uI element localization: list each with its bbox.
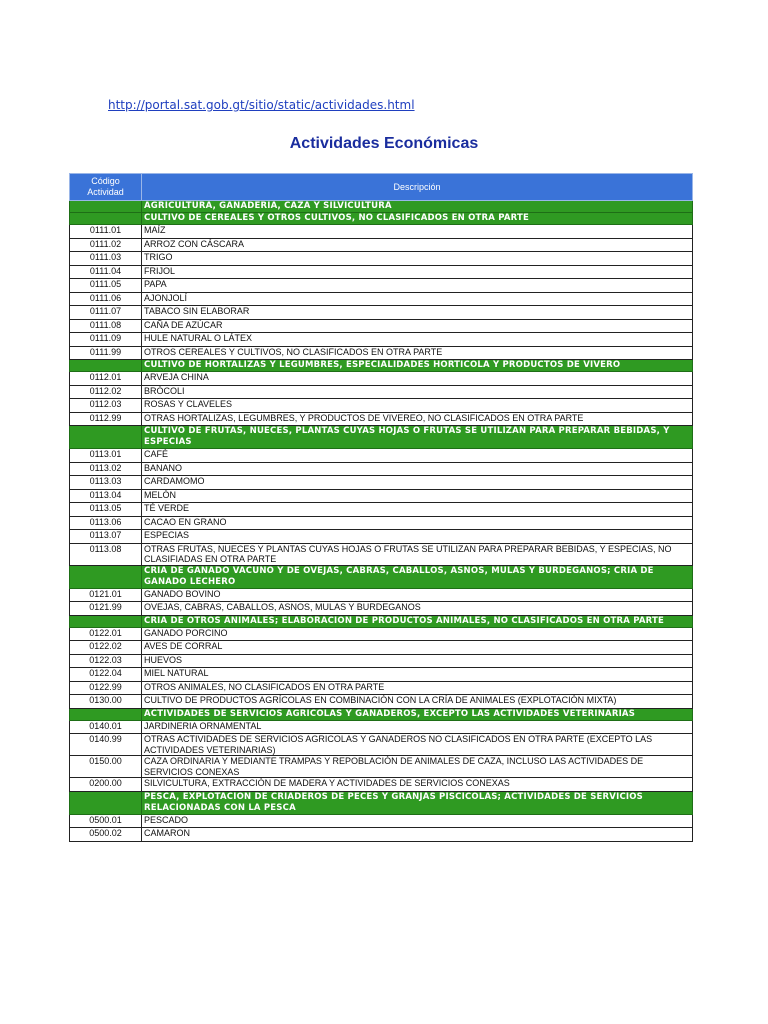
section-title-cell: CULTIVO DE FRUTAS, NUECES, PLANTAS CUYAS HOJAS O FRUTAS SE UTILIZAN PARA PREPARAR BEBIDAS, Y ESPECIAS bbox=[142, 426, 693, 449]
section-row bbox=[70, 708, 693, 720]
description-cell: GANADO BOVINO bbox=[142, 588, 693, 602]
description-cell: OTRAS FRUTAS, NUECES Y PLANTAS CUYAS HOJAS O FRUTAS SE UTILIZAN PARA PREPARAR BEBIDAS, Y ESPECIAS, NO CLASIFIADAS EN OTRA PARTE bbox=[142, 543, 693, 565]
code-cell: 0111.04 bbox=[70, 265, 142, 279]
description-cell: FRIJOL bbox=[142, 265, 693, 279]
section-row bbox=[70, 201, 693, 213]
code-cell: 0122.01 bbox=[70, 627, 142, 641]
table-row bbox=[70, 503, 693, 517]
section-code-cell bbox=[70, 791, 142, 814]
code-cell: 0112.99 bbox=[70, 412, 142, 426]
section-code-cell bbox=[70, 426, 142, 449]
section-title-cell: CRÍA DE OTROS ANIMALES; ELABORACIÓN DE PRODUCTOS ANIMALES, NO CLASIFICADOS EN OTRA PARTE bbox=[142, 615, 693, 627]
table-row bbox=[70, 695, 693, 709]
table-row bbox=[70, 412, 693, 426]
section-row bbox=[70, 565, 693, 588]
description-cell: HUEVOS bbox=[142, 654, 693, 668]
code-cell: 0113.08 bbox=[70, 543, 142, 565]
table-row bbox=[70, 319, 693, 333]
table-row bbox=[70, 530, 693, 544]
description-cell: MIEL NATURAL bbox=[142, 668, 693, 682]
description-cell: CAFÉ bbox=[142, 449, 693, 463]
code-cell: 0112.01 bbox=[70, 372, 142, 386]
table-row bbox=[70, 828, 693, 842]
table-row bbox=[70, 654, 693, 668]
code-cell: 0500.01 bbox=[70, 814, 142, 828]
description-cell: TABACO SIN ELABORAR bbox=[142, 306, 693, 320]
table-row bbox=[70, 238, 693, 252]
code-cell: 0113.07 bbox=[70, 530, 142, 544]
description-cell: HULE NATURAL O LÁTEX bbox=[142, 333, 693, 347]
table-row bbox=[70, 385, 693, 399]
description-column-header: Descripción bbox=[142, 174, 693, 201]
description-cell: MAÍZ bbox=[142, 225, 693, 239]
section-row bbox=[70, 213, 693, 225]
code-cell: 0122.03 bbox=[70, 654, 142, 668]
table-row bbox=[70, 333, 693, 347]
description-cell: CARDAMOMO bbox=[142, 476, 693, 490]
source-link[interactable]: http://portal.sat.gob.gt/sitio/static/actividades.html bbox=[108, 98, 415, 112]
description-cell: OTROS ANIMALES, NO CLASIFICADOS EN OTRA PARTE bbox=[142, 681, 693, 695]
section-row bbox=[70, 426, 693, 449]
code-cell: 0112.02 bbox=[70, 385, 142, 399]
description-cell: BRÓCOLI bbox=[142, 385, 693, 399]
table-row bbox=[70, 306, 693, 320]
section-row bbox=[70, 791, 693, 814]
code-cell: 0130.00 bbox=[70, 695, 142, 709]
description-cell: MELÓN bbox=[142, 489, 693, 503]
description-cell: JARDINERIA ORNAMENTAL bbox=[142, 720, 693, 734]
description-cell: PAPA bbox=[142, 279, 693, 293]
table-header-row bbox=[70, 174, 693, 201]
table-row bbox=[70, 279, 693, 293]
code-cell: 0113.05 bbox=[70, 503, 142, 517]
description-cell: BANANO bbox=[142, 462, 693, 476]
code-column-header bbox=[70, 174, 142, 201]
description-cell: CAÑA DE AZÚCAR bbox=[142, 319, 693, 333]
table-row bbox=[70, 734, 693, 756]
description-cell: CACAO EN GRANO bbox=[142, 516, 693, 530]
description-cell: OTRAS HORTALIZAS, LEGUMBRES, Y PRODUCTOS DE VIVEREO, NO CLASIFICADOS EN OTRA PARTE bbox=[142, 412, 693, 426]
code-cell: 0150.00 bbox=[70, 756, 142, 778]
code-cell: 0122.99 bbox=[70, 681, 142, 695]
code-cell: 0111.09 bbox=[70, 333, 142, 347]
table-row bbox=[70, 720, 693, 734]
description-cell: OTROS CEREALES Y CULTIVOS, NO CLASIFICADOS EN OTRA PARTE bbox=[142, 346, 693, 360]
section-title-cell: PESCA, EXPLOTACIÓN DE CRIADEROS DE PECES Y GRANJAS PISCÍCOLAS; ACTIVIDADES DE SERVICIOS RELACIONADAS CON LA PESCA bbox=[142, 791, 693, 814]
table-row bbox=[70, 346, 693, 360]
section-code-cell bbox=[70, 565, 142, 588]
code-cell: 0113.06 bbox=[70, 516, 142, 530]
table-row bbox=[70, 265, 693, 279]
description-cell: TÉ VERDE bbox=[142, 503, 693, 517]
description-cell: AJONJOLÍ bbox=[142, 292, 693, 306]
code-cell: 0140.01 bbox=[70, 720, 142, 734]
code-cell: 0113.04 bbox=[70, 489, 142, 503]
table-row bbox=[70, 399, 693, 413]
description-cell: ROSAS Y CLAVELES bbox=[142, 399, 693, 413]
section-code-cell bbox=[70, 615, 142, 627]
code-cell: 0113.03 bbox=[70, 476, 142, 490]
description-cell: OVEJAS, CABRAS, CABALLOS, ASNOS, MULAS Y BURDEGANOS bbox=[142, 602, 693, 616]
description-cell: CAZA ORDINARIA Y MEDIANTE TRAMPAS Y REPOBLACIÓN DE ANIMALES DE CAZA, INCLUSO LAS ACTIVIDADES DE SERVICIOS CONEXAS bbox=[142, 756, 693, 778]
code-cell: 0140.99 bbox=[70, 734, 142, 756]
table-row bbox=[70, 292, 693, 306]
description-cell: CULTIVO DE PRODUCTOS AGRÍCOLAS EN COMBINACIÓN CON LA CRÍA DE ANIMALES (EXPLOTACIÓN MIXTA) bbox=[142, 695, 693, 709]
section-row bbox=[70, 360, 693, 372]
table-row bbox=[70, 543, 693, 565]
code-cell: 0111.99 bbox=[70, 346, 142, 360]
table-row bbox=[70, 756, 693, 778]
table-row bbox=[70, 516, 693, 530]
section-code-cell bbox=[70, 201, 142, 213]
table-row bbox=[70, 627, 693, 641]
code-cell: 0500.02 bbox=[70, 828, 142, 842]
activities-table bbox=[69, 173, 693, 842]
code-cell: 0111.08 bbox=[70, 319, 142, 333]
code-cell: 0111.06 bbox=[70, 292, 142, 306]
description-cell: GANADO PORCINO bbox=[142, 627, 693, 641]
code-header-line: Actividad bbox=[87, 187, 124, 197]
section-title-cell: CULTIVO DE HORTALIZAS Y LEGUMBRES, ESPECIALIDADES HORTÍCOLA Y PRODUCTOS DE VIVERO bbox=[142, 360, 693, 372]
section-title-cell: CRÍA DE GANADO VACUNO Y DE OVEJAS, CABRAS, CABALLOS, ASNOS, MULAS Y BURDÉGANOS; CRÍA DE GANADO LECHERO bbox=[142, 565, 693, 588]
description-cell: OTRAS ACTIVIDADES DE SERVICIOS AGRICOLAS Y GANADEROS NO CLASIFICADOS EN OTRA PARTE (EXCEPTO LAS ACTIVIDADES VETERINARIAS) bbox=[142, 734, 693, 756]
code-header-line: Código bbox=[91, 176, 120, 186]
section-code-cell bbox=[70, 360, 142, 372]
description-cell: SILVICULTURA, EXTRACCIÓN DE MADERA Y ACTIVIDADES DE SERVICIOS CONEXAS bbox=[142, 778, 693, 792]
table-row bbox=[70, 588, 693, 602]
table-row bbox=[70, 476, 693, 490]
description-cell: ESPECIAS bbox=[142, 530, 693, 544]
page-title: Actividades Económicas bbox=[289, 135, 479, 152]
description-cell: TRIGO bbox=[142, 252, 693, 266]
table-row bbox=[70, 814, 693, 828]
table-row bbox=[70, 372, 693, 386]
code-cell: 0111.05 bbox=[70, 279, 142, 293]
code-cell: 0111.07 bbox=[70, 306, 142, 320]
section-title-cell: AGRICULTURA, GANADERÍA, CAZA Y SILVICULTURA bbox=[142, 201, 693, 213]
table-row bbox=[70, 252, 693, 266]
table-row bbox=[70, 641, 693, 655]
code-cell: 0111.03 bbox=[70, 252, 142, 266]
table-body bbox=[70, 201, 693, 842]
code-cell: 0113.02 bbox=[70, 462, 142, 476]
section-title-cell: ACTIVIDADES DE SERVICIOS AGRÍCOLAS Y GANADEROS, EXCEPTO LAS ACTIVIDADES VETERINARIAS bbox=[142, 708, 693, 720]
code-cell: 0111.02 bbox=[70, 238, 142, 252]
table-row bbox=[70, 449, 693, 463]
code-cell: 0200.00 bbox=[70, 778, 142, 792]
code-cell: 0121.99 bbox=[70, 602, 142, 616]
description-cell: PESCADO bbox=[142, 814, 693, 828]
code-cell: 0122.02 bbox=[70, 641, 142, 655]
section-row bbox=[70, 615, 693, 627]
section-code-cell bbox=[70, 213, 142, 225]
table-row bbox=[70, 462, 693, 476]
code-cell: 0121.01 bbox=[70, 588, 142, 602]
table-row bbox=[70, 778, 693, 792]
description-cell: ARROZ CON CÁSCARA bbox=[142, 238, 693, 252]
code-cell: 0113.01 bbox=[70, 449, 142, 463]
code-cell: 0122.04 bbox=[70, 668, 142, 682]
description-cell: ARVEJA CHINA bbox=[142, 372, 693, 386]
description-cell: CAMARON bbox=[142, 828, 693, 842]
description-cell: AVES DE CORRAL bbox=[142, 641, 693, 655]
table-row bbox=[70, 681, 693, 695]
table-row bbox=[70, 602, 693, 616]
table-row bbox=[70, 489, 693, 503]
code-cell: 0111.01 bbox=[70, 225, 142, 239]
table-row bbox=[70, 225, 693, 239]
code-cell: 0112.03 bbox=[70, 399, 142, 413]
section-title-cell: CULTIVO DE CEREALES Y OTROS CULTIVOS, NO CLASIFICADOS EN OTRA PARTE bbox=[142, 213, 693, 225]
section-code-cell bbox=[70, 708, 142, 720]
table-row bbox=[70, 668, 693, 682]
